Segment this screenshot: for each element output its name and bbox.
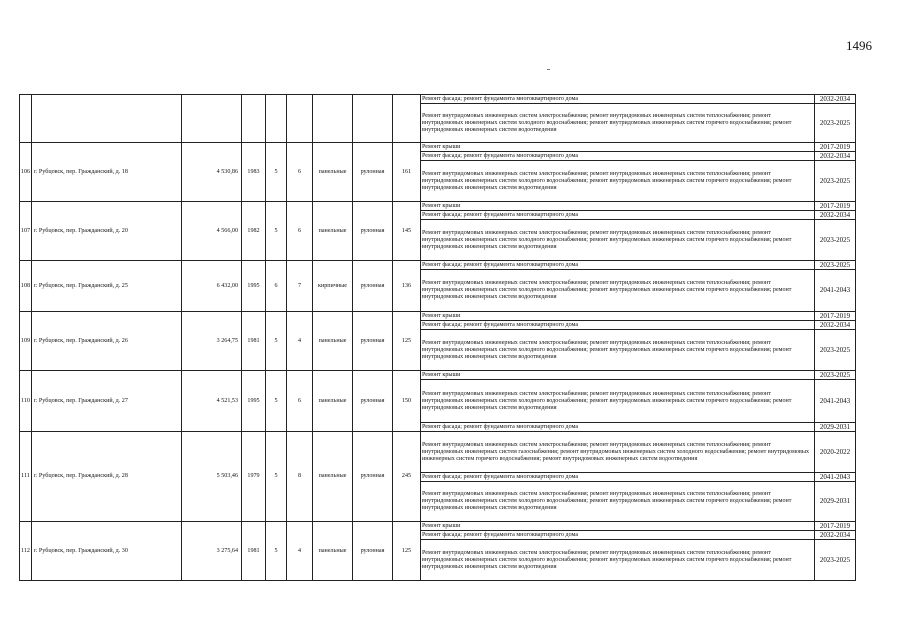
year-built-cell: 1983 xyxy=(242,143,266,202)
entrances-cell: 6 xyxy=(287,371,313,432)
work-period-cell: 2032-2034 xyxy=(815,95,856,104)
scan-speck xyxy=(547,69,550,70)
residents-cell: 245 xyxy=(393,432,421,522)
year-built-cell: 1982 xyxy=(242,202,266,261)
work-description-cell: Ремонт фасада; ремонт фундамента многоквартирного дома xyxy=(421,531,815,540)
work-period-cell: 2029-2031 xyxy=(815,423,856,432)
entrances-cell: 8 xyxy=(287,432,313,522)
floors-cell: 5 xyxy=(266,202,287,261)
table-row xyxy=(20,95,856,104)
work-description-cell: Ремонт внутридомовых инженерных систем электроснабжения; ремонт внутридомовых инженерных систем теплоснабжения; ремонт внутридомовых инженерных систем холодного водоснабжения; ремонт внутридомовых инженерных систем горячего водоснабжения; ремонт внутридомовых инженерных систем водоотведения xyxy=(421,330,815,371)
table-row xyxy=(20,202,856,211)
work-description-cell: Ремонт фасада; ремонт фундамента многоквартирного дома xyxy=(421,95,815,104)
work-period-cell: 2041-2043 xyxy=(815,473,856,482)
row-number: 111 xyxy=(20,432,32,522)
entrances-cell: 6 xyxy=(287,202,313,261)
work-period-cell: 2017-2019 xyxy=(815,143,856,152)
residents-cell: 125 xyxy=(393,522,421,581)
work-description-cell: Ремонт крыши xyxy=(421,312,815,321)
roof-type-cell xyxy=(353,95,393,143)
address-cell: г. Рубцовск, пер. Гражданский, д. 27 xyxy=(32,371,182,432)
area-cell: 3 275,64 xyxy=(182,522,242,581)
floors-cell: 5 xyxy=(266,312,287,371)
work-period-cell: 2023-2025 xyxy=(815,104,856,143)
roof-type-cell: рулонная xyxy=(353,432,393,522)
entrances-cell xyxy=(287,95,313,143)
floors-cell: 5 xyxy=(266,522,287,581)
address-cell: г. Рубцовск, пер. Гражданский, д. 20 xyxy=(32,202,182,261)
residents-cell: 136 xyxy=(393,261,421,312)
area-cell xyxy=(182,95,242,143)
work-period-cell: 2017-2019 xyxy=(815,312,856,321)
work-period-cell: 2032-2034 xyxy=(815,211,856,220)
row-number xyxy=(20,95,32,143)
wall-material-cell: кирпичные xyxy=(313,261,353,312)
table-row xyxy=(20,432,856,473)
table-row xyxy=(20,261,856,270)
wall-material-cell: панельные xyxy=(313,522,353,581)
row-number: 106 xyxy=(20,143,32,202)
year-built-cell: 1981 xyxy=(242,522,266,581)
residents-cell: 161 xyxy=(393,143,421,202)
table-row xyxy=(20,522,856,531)
year-built-cell: 1981 xyxy=(242,312,266,371)
roof-type-cell: рулонная xyxy=(353,371,393,432)
row-number: 112 xyxy=(20,522,32,581)
work-description-cell: Ремонт фасада; ремонт фундамента многоквартирного дома xyxy=(421,321,815,330)
residents-cell: 125 xyxy=(393,312,421,371)
floors-cell: 5 xyxy=(266,143,287,202)
area-cell: 6 432,00 xyxy=(182,261,242,312)
roof-type-cell: рулонная xyxy=(353,312,393,371)
residents-cell: 150 xyxy=(393,371,421,432)
entrances-cell: 4 xyxy=(287,312,313,371)
work-period-cell: 2023-2025 xyxy=(815,220,856,261)
roof-type-cell: рулонная xyxy=(353,522,393,581)
wall-material-cell: панельные xyxy=(313,432,353,522)
work-period-cell: 2032-2034 xyxy=(815,531,856,540)
work-description-cell: Ремонт внутридомовых инженерных систем электроснабжения; ремонт внутридомовых инженерных систем теплоснабжения; ремонт внутридомовых инженерных систем холодного водоснабжения; ремонт внутридомовых инженерных систем горячего водоснабжения; ремонт внутридомовых инженерных систем водоотведения xyxy=(421,380,815,423)
entrances-cell: 7 xyxy=(287,261,313,312)
table-row xyxy=(20,143,856,152)
work-description-cell: Ремонт крыши xyxy=(421,522,815,531)
area-cell: 4 530,86 xyxy=(182,143,242,202)
table-row xyxy=(20,371,856,380)
work-period-cell: 2017-2019 xyxy=(815,202,856,211)
area-cell: 5 503,46 xyxy=(182,432,242,522)
table-row xyxy=(20,312,856,321)
floors-cell: 5 xyxy=(266,432,287,522)
capital-repair-table xyxy=(19,94,856,581)
year-built-cell: 1995 xyxy=(242,371,266,432)
address-cell: г. Рубцовск, пер. Гражданский, д. 28 xyxy=(32,432,182,522)
address-cell xyxy=(32,95,182,143)
work-period-cell: 2032-2034 xyxy=(815,321,856,330)
work-description-cell: Ремонт крыши xyxy=(421,371,815,380)
area-cell: 3 264,75 xyxy=(182,312,242,371)
year-built-cell xyxy=(242,95,266,143)
roof-type-cell: рулонная xyxy=(353,202,393,261)
work-period-cell: 2029-2031 xyxy=(815,482,856,522)
work-description-cell: Ремонт внутридомовых инженерных систем электроснабжения; ремонт внутридомовых инженерных систем теплоснабжения; ремонт внутридомовых инженерных систем холодного водоснабжения; ремонт внутридомовых инженерных систем горячего водоснабжения; ремонт внутридомовых инженерных систем водоотведения xyxy=(421,482,815,522)
roof-type-cell: рулонная xyxy=(353,261,393,312)
work-description-cell: Ремонт крыши xyxy=(421,143,815,152)
year-built-cell: 1979 xyxy=(242,432,266,522)
wall-material-cell: панельные xyxy=(313,202,353,261)
page-number: 1496 xyxy=(846,38,872,53)
entrances-cell: 4 xyxy=(287,522,313,581)
area-cell: 4 521,53 xyxy=(182,371,242,432)
work-period-cell: 2023-2025 xyxy=(815,161,856,202)
work-period-cell: 2023-2025 xyxy=(815,371,856,380)
work-period-cell: 2041-2043 xyxy=(815,270,856,312)
roof-type-cell: рулонная xyxy=(353,143,393,202)
work-description-cell: Ремонт внутридомовых инженерных систем электроснабжения; ремонт внутридомовых инженерных систем теплоснабжения; ремонт внутридомовых инженерных систем холодного водоснабжения; ремонт внутридомовых инженерных систем горячего водоснабжения; ремонт внутридомовых инженерных систем водоотведения xyxy=(421,220,815,261)
work-description-cell: Ремонт внутридомовых инженерных систем электроснабжения; ремонт внутридомовых инженерных систем теплоснабжения; ремонт внутридомовых инженерных систем холодного водоснабжения; ремонт внутридомовых инженерных систем горячего водоснабжения; ремонт внутридомовых инженерных систем водоотведения xyxy=(421,270,815,312)
work-description-cell: Ремонт фасада; ремонт фундамента многоквартирного дома xyxy=(421,473,815,482)
area-cell: 4 566,00 xyxy=(182,202,242,261)
row-number: 110 xyxy=(20,371,32,432)
residents-cell xyxy=(393,95,421,143)
work-description-cell: Ремонт внутридомовых инженерных систем электроснабжения; ремонт внутридомовых инженерных систем теплоснабжения; ремонт внутридомовых инженерных систем холодного водоснабжения; ремонт внутридомовых инженерных систем горячего водоснабжения; ремонт внутридомовых инженерных систем водоотведения xyxy=(421,161,815,202)
work-description-cell: Ремонт внутридомовых инженерных систем электроснабжения; ремонт внутридомовых инженерных систем теплоснабжения; ремонт внутридомовых инженерных систем холодного водоснабжения; ремонт внутридомовых инженерных систем горячего водоснабжения; ремонт внутридомовых инженерных систем водоотведения xyxy=(421,104,815,143)
floors-cell: 6 xyxy=(266,261,287,312)
wall-material-cell: панельные xyxy=(313,371,353,432)
work-period-cell: 2023-2025 xyxy=(815,261,856,270)
residents-cell: 145 xyxy=(393,202,421,261)
year-built-cell: 1995 xyxy=(242,261,266,312)
work-period-cell: 2032-2034 xyxy=(815,152,856,161)
row-number: 109 xyxy=(20,312,32,371)
row-number: 107 xyxy=(20,202,32,261)
address-cell: г. Рубцовск, пер. Гражданский, д. 25 xyxy=(32,261,182,312)
work-description-cell: Ремонт фасада; ремонт фундамента многоквартирного дома xyxy=(421,261,815,270)
work-description-cell: Ремонт фасада; ремонт фундамента многоквартирного дома xyxy=(421,152,815,161)
floors-cell: 5 xyxy=(266,371,287,432)
work-period-cell: 2020-2022 xyxy=(815,432,856,473)
wall-material-cell xyxy=(313,95,353,143)
work-period-cell: 2041-2043 xyxy=(815,380,856,423)
address-cell: г. Рубцовск, пер. Гражданский, д. 26 xyxy=(32,312,182,371)
work-description-cell: Ремонт фасада; ремонт фундамента многоквартирного дома xyxy=(421,423,815,432)
floors-cell xyxy=(266,95,287,143)
work-period-cell: 2017-2019 xyxy=(815,522,856,531)
wall-material-cell: панельные xyxy=(313,312,353,371)
work-period-cell: 2023-2025 xyxy=(815,330,856,371)
wall-material-cell: панельные xyxy=(313,143,353,202)
entrances-cell: 6 xyxy=(287,143,313,202)
work-description-cell: Ремонт крыши xyxy=(421,202,815,211)
work-description-cell: Ремонт внутридомовых инженерных систем электроснабжения; ремонт внутридомовых инженерных систем теплоснабжения; ремонт внутридомовых инженерных систем холодного водоснабжения; ремонт внутридомовых инженерных систем горячего водоснабжения; ремонт внутридомовых инженерных систем водоотведения xyxy=(421,540,815,581)
work-period-cell: 2023-2025 xyxy=(815,540,856,581)
work-description-cell: Ремонт фасада; ремонт фундамента многоквартирного дома xyxy=(421,211,815,220)
work-description-cell: Ремонт внутридомовых инженерных систем электроснабжения; ремонт внутридомовых инженерных систем теплоснабжения; ремонт внутридомовых инженерных систем газоснабжения; ремонт внутридомовых инженерных систем холодного водоснабжения; ремонт внутридомовых инженерных систем горячего водоснабжения; ремонт внутридомовых инженерных систем водоотведения xyxy=(421,432,815,473)
row-number: 108 xyxy=(20,261,32,312)
address-cell: г. Рубцовск, пер. Гражданский, д. 30 xyxy=(32,522,182,581)
address-cell: г. Рубцовск, пер. Гражданский, д. 18 xyxy=(32,143,182,202)
